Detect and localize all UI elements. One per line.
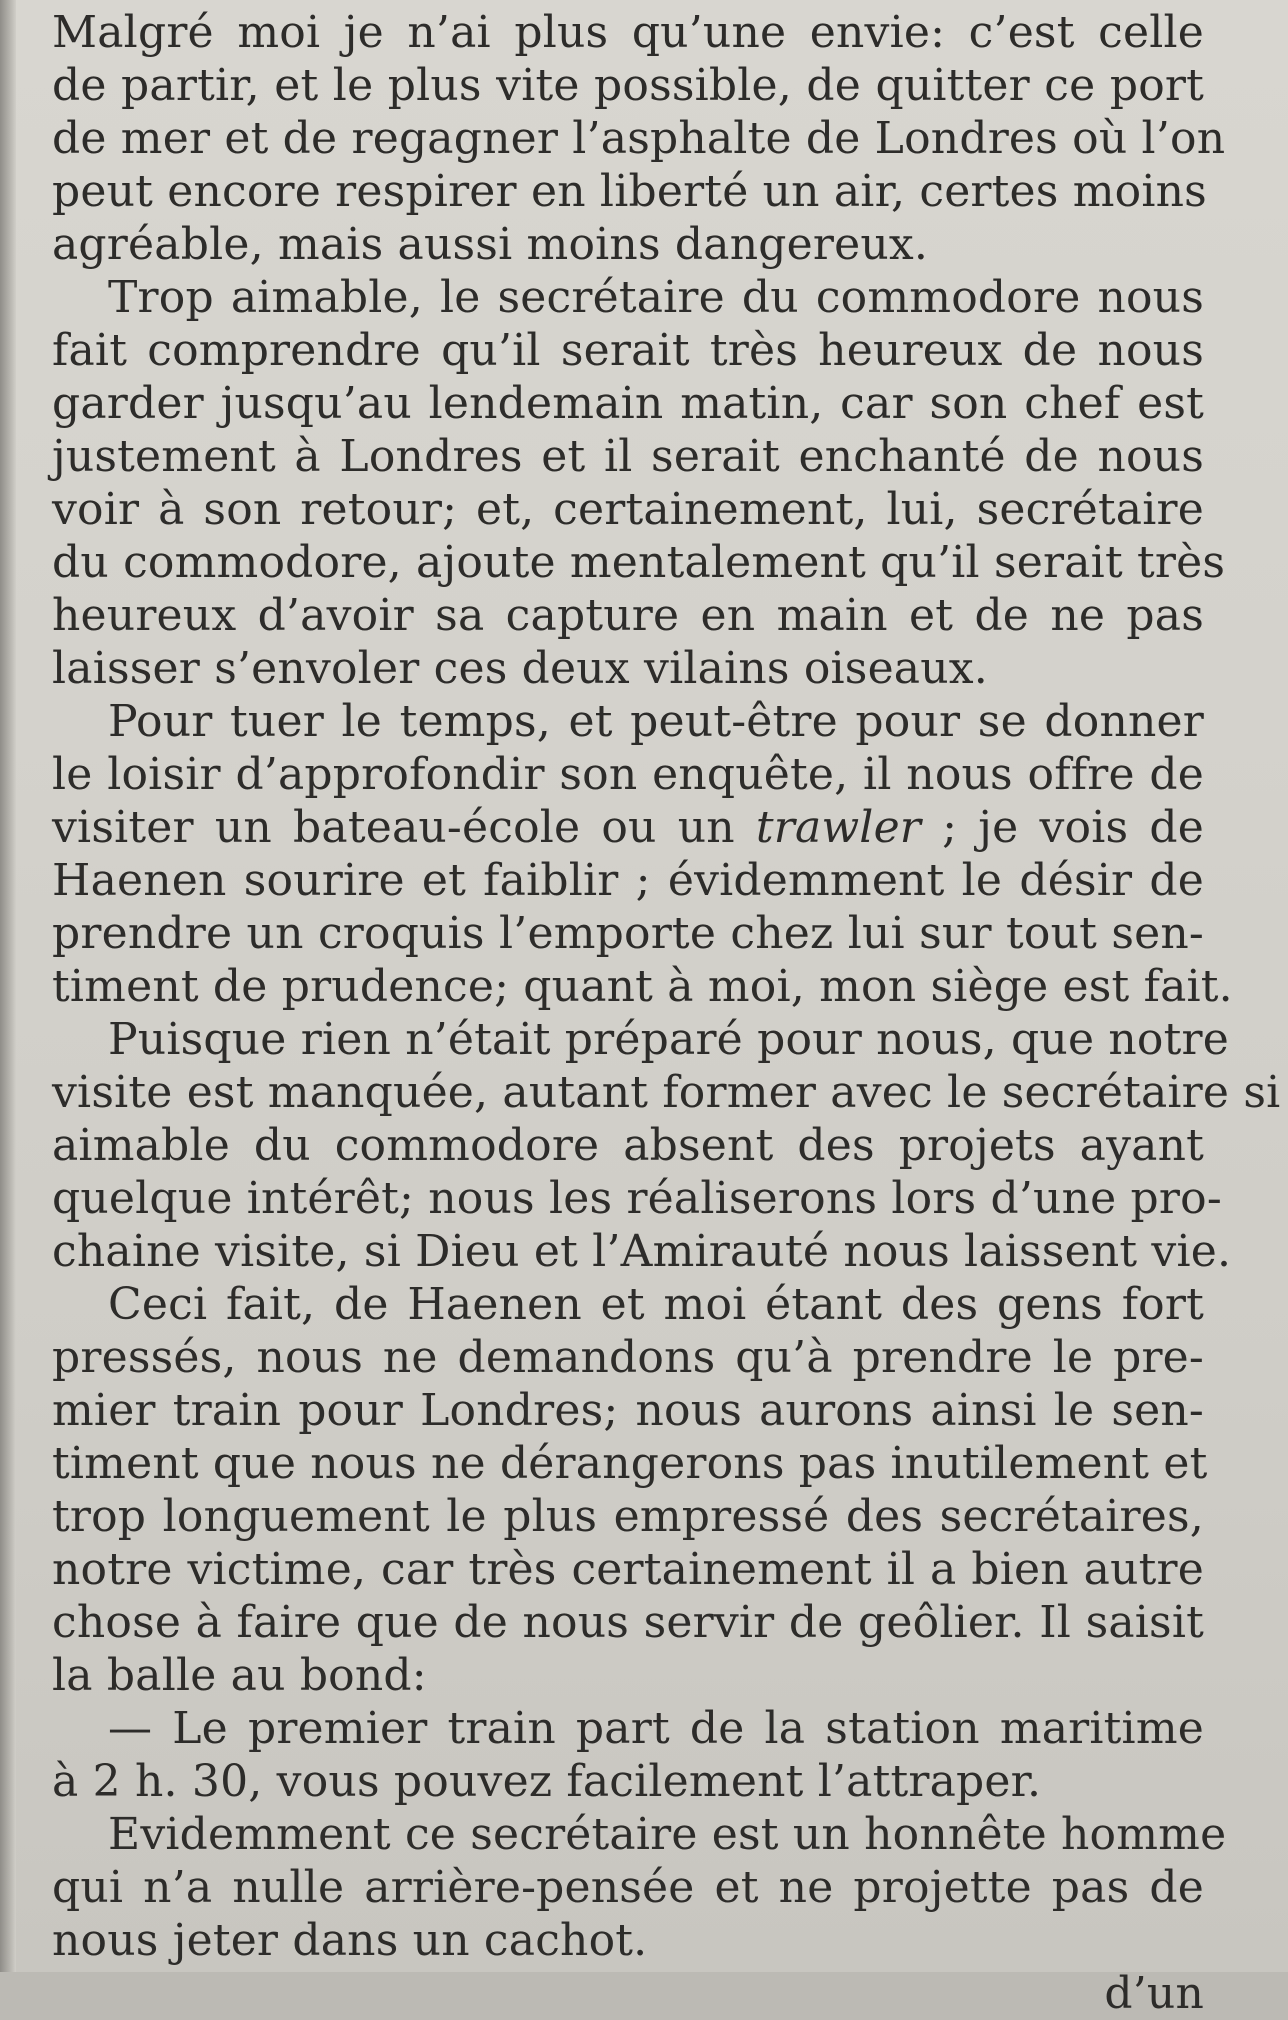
- text-line: Trop aimable, le secrétaire du commodore nous: [108, 272, 1204, 323]
- text-line: — Le premier train part de la station maritime: [108, 1703, 1204, 1754]
- text-line: du commodore, ajoute mentalement qu’il serait très: [52, 537, 1226, 588]
- text-line: de partir, et le plus vite possible, de quitter ce port: [52, 60, 1204, 111]
- text-line: Pour tuer le temps, et peut-être pour se donner: [108, 696, 1204, 747]
- text-line: aimable du commodore absent des projets ayant: [52, 1120, 1204, 1171]
- text-line-cut-off: d’un: [1104, 1968, 1204, 2019]
- text-line: garder jusqu’au lendemain matin, car son chef est: [52, 378, 1204, 429]
- text-line: quelque intérêt; nous les réaliserons lors d’une pro-: [52, 1173, 1222, 1224]
- text-line-with-italic: [52, 801, 1204, 854]
- page-text: [52, 6, 1281, 2020]
- text-line: timent de prudence; quant à moi, mon siège est fait.: [52, 961, 1233, 1012]
- text-line: la balle au bond:: [52, 1650, 427, 1701]
- text-line: notre victime, car très certainement il a bien autre: [52, 1544, 1204, 1595]
- text-line: Evidemment ce secrétaire est un honnête homme: [108, 1809, 1227, 1860]
- text-line: mier train pour Londres; nous aurons ainsi le sen-: [52, 1385, 1204, 1436]
- text-line: visite est manquée, autant former avec le secrétaire si: [52, 1067, 1281, 1118]
- text-line: le loisir d’approfondir son enquête, il nous offre de: [52, 749, 1204, 800]
- text-line: fait comprendre qu’il serait très heureux de nous: [52, 325, 1204, 376]
- text-line: Malgré moi je n’ai plus qu’une envie: c’est celle: [52, 7, 1204, 58]
- page-binding-edge: [0, 0, 16, 1972]
- text-segment: ; je vois de: [921, 802, 1204, 853]
- text-line: agréable, mais aussi moins dangereux.: [52, 219, 929, 270]
- text-line: laisser s’envoler ces deux vilains oiseaux.: [52, 643, 988, 694]
- text-segment: visiter un bateau-école ou un: [52, 802, 756, 853]
- text-line: pressés, nous ne demandons qu’à prendre le pre-: [52, 1332, 1204, 1383]
- text-line: nous jeter dans un cachot.: [52, 1915, 648, 1966]
- text-line: chaine visite, si Dieu et l’Amirauté nous laissent vie.: [52, 1226, 1232, 1277]
- text-line: prendre un croquis l’emporte chez lui sur tout sen-: [52, 908, 1204, 959]
- text-line: Puisque rien n’était préparé pour nous, que notre: [108, 1014, 1229, 1065]
- text-line: timent que nous ne dérangerons pas inutilement et: [52, 1438, 1208, 1489]
- text-line: peut encore respirer en liberté un air, certes moins: [52, 166, 1207, 217]
- text-line: qui n’a nulle arrière-pensée et ne projette pas de: [52, 1862, 1204, 1913]
- text-line: heureux d’avoir sa capture en main et de ne pas: [52, 590, 1204, 641]
- text-line: voir à son retour; et, certainement, lui, secrétaire: [52, 484, 1204, 535]
- text-line: de mer et de regagner l’asphalte de Londres où l’on: [52, 113, 1226, 164]
- text-line: chose à faire que de nous servir de geôlier. Il saisit: [52, 1597, 1204, 1648]
- text-line: justement à Londres et il serait enchanté de nous: [52, 431, 1204, 482]
- text-line: à 2 h. 30, vous pouvez facilement l’attraper.: [52, 1756, 1042, 1807]
- text-line: Haenen sourire et faiblir ; évidemment le désir de: [52, 855, 1204, 906]
- text-line: trop longuement le plus empressé des secrétaires,: [52, 1491, 1204, 1542]
- text-line: Ceci fait, de Haenen et moi étant des gens fort: [108, 1279, 1204, 1330]
- italic-word: trawler: [755, 802, 922, 853]
